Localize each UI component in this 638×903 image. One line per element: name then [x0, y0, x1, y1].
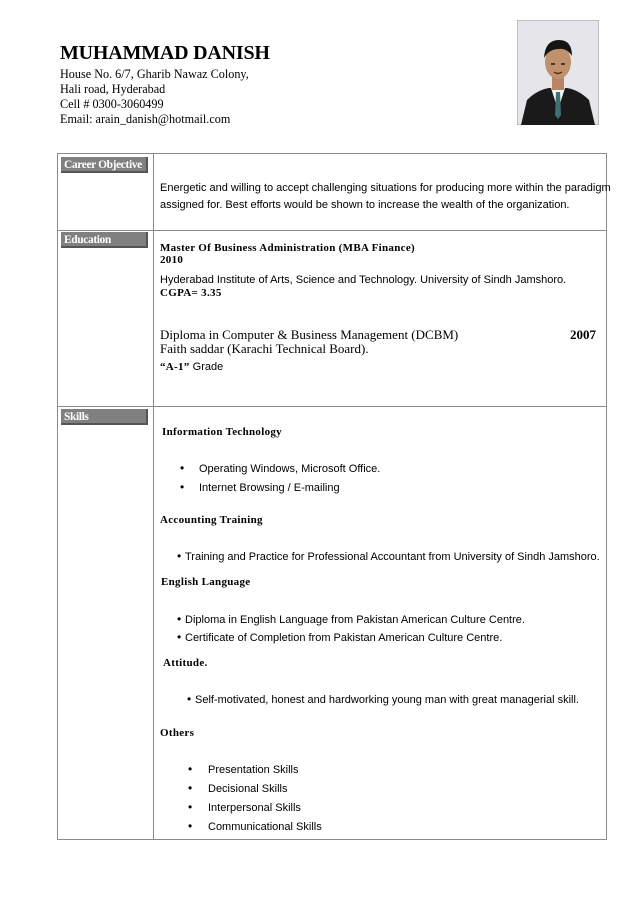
bullet-icon: • [177, 630, 182, 644]
cell-number: Cell # 0300-3060499 [60, 97, 164, 111]
career-objective-line-2: assigned for. Best efforts would be shown to increase the wealth of the organization. [160, 199, 570, 211]
resume-header [60, 42, 270, 127]
skill-item: Operating Windows, Microsoft Office. [199, 463, 381, 475]
career-objective-line-1: Energetic and willing to accept challenging situations for producing more within the paradigm [160, 182, 611, 194]
dcbm-board: Faith saddar (Karachi Technical Board). [160, 341, 369, 356]
bullet-icon: • [177, 612, 182, 626]
dcbm-grade-label: Grade [192, 361, 224, 373]
applicant-name: MUHAMMAD DANISH [60, 42, 270, 64]
bullet-icon: • [188, 781, 193, 795]
bullet-icon: • [180, 461, 185, 475]
mba-institute: Hyderabad Institute of Arts, Science and Technology. University of Sindh Jamshoro. [160, 274, 567, 286]
row-divider [58, 230, 606, 231]
skill-item: Self-motivated, honest and hardworking young man with great managerial skill. [195, 694, 579, 706]
column-divider [153, 154, 154, 839]
dcbm-diploma-title: Diploma in Computer & Business Management (DCBM) [160, 327, 459, 342]
skill-item: Interpersonal Skills [208, 802, 301, 814]
skills-heading-english-language: English Language [161, 576, 251, 588]
bullet-icon: • [188, 762, 193, 776]
bullet-icon: • [177, 549, 182, 563]
mba-year: 2010 [160, 254, 184, 266]
mba-degree-title: Master Of Business Administration (MBA Finance) [160, 242, 415, 254]
skill-item: Training and Practice for Professional Accountant from University of Sindh Jamshoro. [185, 551, 600, 563]
row-divider [58, 406, 606, 407]
skills-heading-accounting-training: Accounting Training [160, 514, 263, 526]
skill-item: Diploma in English Language from Pakistan American Culture Centre. [185, 614, 525, 626]
dcbm-year: 2007 [570, 327, 596, 342]
skill-item: Decisional Skills [208, 783, 288, 795]
bullet-icon: • [187, 692, 192, 706]
bullet-icon: • [188, 819, 193, 833]
bullet-icon: • [180, 480, 185, 494]
section-label-education: Education [61, 232, 148, 248]
skill-item: Presentation Skills [208, 764, 299, 776]
skill-item: Certificate of Completion from Pakistan American Culture Centre. [185, 632, 503, 644]
address-line-2: Hali road, Hyderabad [60, 82, 166, 96]
skill-item: Internet Browsing / E-mailing [199, 482, 340, 494]
dcbm-grade [160, 361, 223, 373]
skills-heading-attitude: Attitude. [163, 657, 208, 669]
resume-table [57, 153, 611, 840]
email-address: Email: arain_danish@hotmail.com [60, 112, 231, 126]
skills-heading-others: Others [160, 727, 195, 739]
applicant-photo [517, 20, 599, 125]
bullet-icon: • [188, 800, 193, 814]
mba-cgpa: CGPA= 3.35 [160, 287, 222, 299]
skill-item: Communicational Skills [208, 821, 322, 833]
dcbm-grade-value: “A-1” [160, 361, 190, 373]
section-label-skills: Skills [61, 409, 148, 425]
section-label-career-objective: Career Objective [61, 157, 148, 173]
address-line-1: House No. 6/7, Gharib Nawaz Colony, [60, 67, 249, 81]
skills-heading-information-technology: Information Technology [162, 426, 282, 438]
